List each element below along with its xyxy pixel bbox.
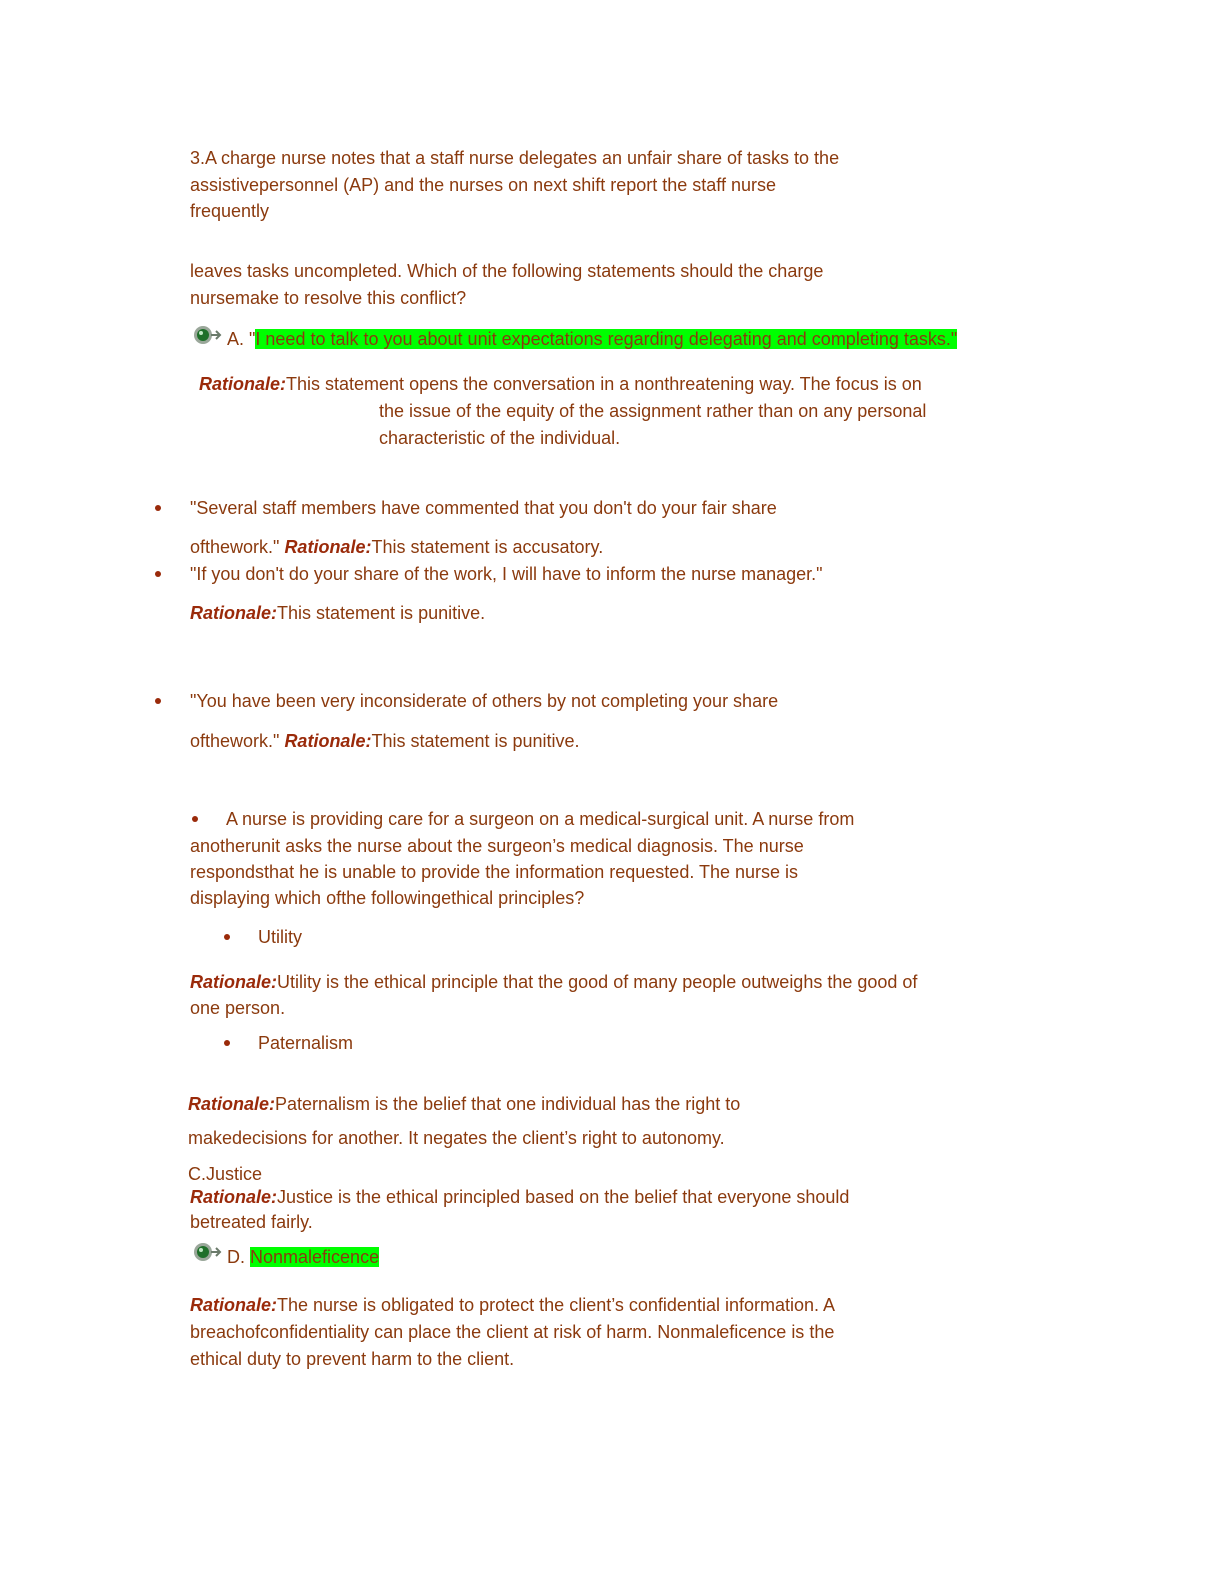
q4-justice-rationale-line-2: betreated fairly. [190,1212,313,1232]
bullet-icon [192,816,198,822]
q3-option-3-line-1: "You have been very inconsiderate of others by not completing your share [190,691,779,711]
option-text: ofthework." [190,731,285,751]
option-text: ofthework." [190,537,285,557]
rationale-text: Paternalism is the belief that one individual has the right to [275,1094,741,1114]
q3-option-1-line-2 [190,536,603,558]
q4-option-paternalism: Paternalism [258,1033,354,1053]
q4-utility-rationale-line-1 [190,971,917,993]
q4-answer-text: Nonmaleficence [250,1247,380,1267]
bullet-icon [155,505,161,511]
q3-option-2-line-1: "If you don't do your share of the work, I will have to inform the nurse manager." [190,564,823,584]
rationale-label: Rationale: [199,374,287,394]
q3-rationale-line-3: characteristic of the individual. [379,428,621,448]
q4-stem-line-3: respondsthat he is unable to provide the information requested. The nurse is [190,862,799,882]
q4-answer-rationale-line-2: breachofconfidentiality can place the client at risk of harm. Nonmaleficence is the [190,1322,835,1342]
q4-option-justice: C.Justice [188,1164,263,1184]
bullet-icon [224,934,230,940]
correct-answer-marker-icon [192,324,222,348]
rationale-text: This statement is punitive. [371,731,580,751]
q3-answer-prefix: A. " [227,329,256,349]
q3-stem-line-5: nursemake to resolve this conflict? [190,288,467,308]
rationale-text: The nurse is obligated to protect the client’s confidential information. A [277,1295,836,1315]
correct-answer-marker-icon [192,1241,222,1265]
bullet-icon [155,698,161,704]
q4-stem-line-4: displaying which ofthe followingethical principles? [190,888,585,908]
rationale-label: Rationale: [190,1187,278,1207]
q3-stem-line-3: frequently [190,201,270,221]
bullet-icon [224,1040,230,1046]
q3-stem-line-4: leaves tasks uncompleted. Which of the following statements should the charge [190,261,824,281]
rationale-text: This statement is accusatory. [371,537,604,557]
q4-option-utility: Utility [258,927,302,947]
bullet-icon [155,571,161,577]
q3-option-2-rationale [190,602,485,624]
rationale-label: Rationale: [284,731,372,751]
rationale-label: Rationale: [284,537,372,557]
q4-justice-rationale-line-1 [190,1186,849,1208]
q3-rationale-line-1 [199,373,922,395]
rationale-text: Utility is the ethical principle that the good of many people outweighs the good of [277,972,918,992]
q3-option-1-line-1: "Several staff members have commented that you don't do your fair share [190,498,777,518]
rationale-label: Rationale: [190,603,278,623]
q3-correct-answer [227,328,957,350]
rationale-text: Justice is the ethical principled based on the belief that everyone should [277,1187,850,1207]
q3-option-3-line-2 [190,730,580,752]
q4-utility-rationale-line-2: one person. [190,998,286,1018]
rationale-label: Rationale: [190,1295,278,1315]
rationale-label: Rationale: [188,1094,276,1114]
q4-paternalism-rationale-line-2: makedecisions for another. It negates the client’s right to autonomy. [188,1128,725,1148]
rationale-text: This statement is punitive. [277,603,486,623]
q4-answer-rationale-line-1 [190,1294,835,1316]
q4-paternalism-rationale-line-1 [188,1093,740,1115]
q3-answer-text: I need to talk to you about unit expectations regarding delegating and completing tasks." [255,329,958,349]
q4-stem-line-2: anotherunit asks the nurse about the surgeon’s medical diagnosis. The nurse [190,836,804,856]
rationale-text: This statement opens the conversation in a nonthreatening way. The focus is on [286,374,922,394]
q3-rationale-line-2: the issue of the equity of the assignment rather than on any personal [379,401,927,421]
q3-stem-line-2: assistivepersonnel (AP) and the nurses on next shift report the staff nurse [190,175,776,195]
rationale-label: Rationale: [190,972,278,992]
q3-stem-line-1: 3.A charge nurse notes that a staff nurse delegates an unfair share of tasks to the [190,148,840,168]
q4-correct-answer [227,1246,379,1268]
q4-stem-line-1: A nurse is providing care for a surgeon on a medical-surgical unit. A nurse from [226,809,855,829]
q4-answer-rationale-line-3: ethical duty to prevent harm to the client. [190,1349,515,1369]
q4-answer-prefix: D. [227,1247,251,1267]
